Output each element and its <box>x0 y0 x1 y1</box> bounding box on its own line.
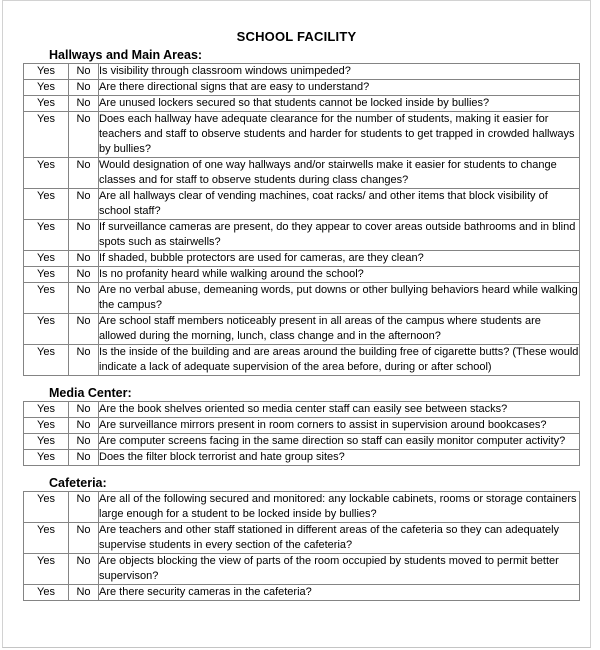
question-cell: Would designation of one way hallways and/or stairwells make it easier for students to change classes and for staff to observe students during class changes? <box>99 158 580 189</box>
no-cell: No <box>69 220 99 251</box>
checklist-table <box>23 491 580 601</box>
yes-cell: Yes <box>24 158 69 189</box>
question-cell: If shaded, bubble protectors are used for cameras, are they clean? <box>99 251 580 267</box>
yes-cell: Yes <box>24 267 69 283</box>
no-cell: No <box>69 434 99 450</box>
table-row <box>24 220 580 251</box>
yes-cell: Yes <box>24 418 69 434</box>
table-row <box>24 450 580 466</box>
no-cell: No <box>69 523 99 554</box>
yes-cell: Yes <box>24 251 69 267</box>
question-cell: Are no verbal abuse, demeaning words, put downs or other bullying behaviors heard while walking the campus? <box>99 283 580 314</box>
yes-cell: Yes <box>24 434 69 450</box>
no-cell: No <box>69 585 99 601</box>
question-cell: Are all hallways clear of vending machines, coat racks/ and other items that block visibility of school staff? <box>99 189 580 220</box>
question-cell: Are surveillance mirrors present in room corners to assist in supervision around bookcases? <box>99 418 580 434</box>
no-cell: No <box>69 314 99 345</box>
no-cell: No <box>69 450 99 466</box>
yes-cell: Yes <box>24 80 69 96</box>
question-cell: Are unused lockers secured so that students cannot be locked inside by bullies? <box>99 96 580 112</box>
no-cell: No <box>69 96 99 112</box>
yes-cell: Yes <box>24 523 69 554</box>
no-cell: No <box>69 189 99 220</box>
yes-cell: Yes <box>24 314 69 345</box>
yes-cell: Yes <box>24 96 69 112</box>
table-row <box>24 418 580 434</box>
yes-cell: Yes <box>24 492 69 523</box>
question-cell: Are teachers and other staff stationed in different areas of the cafeteria so they can adequately supervise students in every section of the cafeteria? <box>99 523 580 554</box>
no-cell: No <box>69 64 99 80</box>
question-cell: Are all of the following secured and monitored: any lockable cabinets, rooms or storage containers large enough for a student to be locked inside by bullies? <box>99 492 580 523</box>
question-cell: Are there security cameras in the cafeteria? <box>99 585 580 601</box>
checklist-table <box>23 401 580 466</box>
table-row <box>24 554 580 585</box>
table-row <box>24 267 580 283</box>
yes-cell: Yes <box>24 112 69 158</box>
no-cell: No <box>69 251 99 267</box>
no-cell: No <box>69 345 99 376</box>
table-row <box>24 314 580 345</box>
no-cell: No <box>69 158 99 189</box>
question-cell: Are there directional signs that are easy to understand? <box>99 80 580 96</box>
yes-cell: Yes <box>24 585 69 601</box>
no-cell: No <box>69 418 99 434</box>
table-row <box>24 158 580 189</box>
no-cell: No <box>69 402 99 418</box>
section-heading: Cafeteria: <box>49 476 107 490</box>
document-page <box>2 0 591 648</box>
no-cell: No <box>69 554 99 585</box>
table-row <box>24 251 580 267</box>
no-cell: No <box>69 80 99 96</box>
table-row <box>24 189 580 220</box>
checklist-section <box>3 475 590 601</box>
table-row <box>24 64 580 80</box>
yes-cell: Yes <box>24 402 69 418</box>
question-cell: Is visibility through classroom windows unimpeded? <box>99 64 580 80</box>
section-heading: Media Center: <box>49 386 132 400</box>
question-cell: Are school staff members noticeably present in all areas of the campus where students are allowed during the morning, lunch, class change and in the afternoon? <box>99 314 580 345</box>
table-row <box>24 96 580 112</box>
question-cell: Is the inside of the building and are areas around the building free of cigarette butts? (These would indicate a lack of adequate supervision of the area before, during or after school) <box>99 345 580 376</box>
question-cell: Are the book shelves oriented so media center staff can easily see between stacks? <box>99 402 580 418</box>
no-cell: No <box>69 492 99 523</box>
no-cell: No <box>69 283 99 314</box>
yes-cell: Yes <box>24 64 69 80</box>
yes-cell: Yes <box>24 220 69 251</box>
table-row <box>24 112 580 158</box>
sections-container <box>3 47 590 601</box>
table-row <box>24 492 580 523</box>
section-heading: Hallways and Main Areas: <box>49 48 203 62</box>
table-row <box>24 345 580 376</box>
checklist-section <box>3 385 590 466</box>
no-cell: No <box>69 267 99 283</box>
document-title: SCHOOL FACILITY <box>236 29 357 44</box>
no-cell: No <box>69 112 99 158</box>
table-row <box>24 434 580 450</box>
table-row <box>24 585 580 601</box>
question-cell: Is no profanity heard while walking around the school? <box>99 267 580 283</box>
yes-cell: Yes <box>24 345 69 376</box>
table-row <box>24 80 580 96</box>
checklist-table <box>23 63 580 376</box>
yes-cell: Yes <box>24 283 69 314</box>
question-cell: Does the filter block terrorist and hate group sites? <box>99 450 580 466</box>
question-cell: Does each hallway have adequate clearance for the number of students, making it easier for teachers and staff to observe students and harder for students to get trapped in crowded hallways by bullies? <box>99 112 580 158</box>
table-row <box>24 523 580 554</box>
table-row <box>24 283 580 314</box>
question-cell: If surveillance cameras are present, do they appear to cover areas outside bathrooms and in blind spots such as stairwells? <box>99 220 580 251</box>
question-cell: Are computer screens facing in the same direction so staff can easily monitor computer activity? <box>99 434 580 450</box>
yes-cell: Yes <box>24 554 69 585</box>
yes-cell: Yes <box>24 450 69 466</box>
table-row <box>24 402 580 418</box>
checklist-section <box>3 47 590 376</box>
yes-cell: Yes <box>24 189 69 220</box>
question-cell: Are objects blocking the view of parts of the room occupied by students moved to permit better supervison? <box>99 554 580 585</box>
